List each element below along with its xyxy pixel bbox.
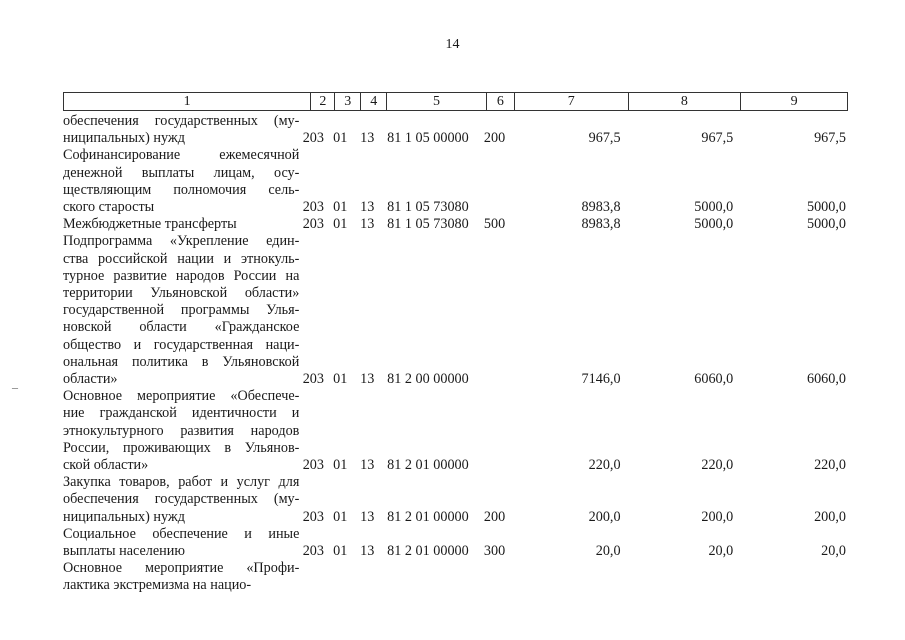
description-line: ской области» (63, 457, 149, 474)
table-row (63, 216, 848, 233)
description-line: территории Ульяновской области» (63, 285, 300, 302)
description-line: Основное мероприятие «Обеспече- (63, 388, 300, 405)
description-line: выплаты населению (63, 543, 185, 560)
cell-c2: 203 (302, 371, 324, 388)
cell-c2: 203 (302, 216, 324, 233)
description-line: ства российской нации и этнокуль- (63, 250, 300, 267)
header-col-6: 6 (487, 93, 515, 110)
row-description (63, 113, 299, 147)
cell-c3: 01 (333, 199, 348, 216)
cell-c6: 300 (483, 543, 506, 560)
cell-c5: 81 2 01 00000 (387, 457, 469, 474)
cell-c4: 13 (360, 216, 375, 233)
row-description (63, 147, 299, 216)
table-row (63, 560, 848, 594)
cell-c7: 200,0 (588, 508, 621, 525)
cell-c9: 5000,0 (806, 216, 846, 233)
cell-c6: 200 (483, 508, 506, 525)
cell-c5: 81 2 00 00000 (387, 371, 469, 388)
header-col-8: 8 (629, 93, 742, 110)
row-description (63, 233, 299, 388)
cell-c9: 20,0 (821, 543, 846, 560)
cell-c8: 20,0 (708, 543, 734, 560)
description-line: Подпрограмма «Укрепление един- (63, 233, 300, 250)
cell-c7: 8983,8 (581, 199, 621, 216)
cell-c8: 220,0 (701, 457, 734, 474)
row-description (63, 216, 299, 233)
cell-c4: 13 (360, 543, 375, 560)
row-description (63, 526, 299, 560)
cell-c3: 01 (333, 543, 348, 560)
header-col-7: 7 (515, 93, 629, 110)
description-line: Софинансирование ежемесячной (63, 147, 300, 164)
header-col-4: 4 (361, 93, 387, 110)
cell-c6: 500 (483, 216, 506, 233)
cell-c5: 81 1 05 00000 (387, 130, 469, 147)
description-line: общество и государственная наци- (63, 336, 300, 353)
cell-c8: 5000,0 (694, 216, 734, 233)
header-col-3: 3 (335, 93, 361, 110)
cell-c5: 81 2 01 00000 (387, 543, 469, 560)
description-line: ществляющим полномочия сель- (63, 181, 300, 198)
table-body (63, 113, 848, 595)
description-line: ниципальных) нужд (63, 508, 185, 525)
cell-c9: 6060,0 (806, 371, 846, 388)
description-line: ского старосты (63, 199, 155, 216)
cell-c4: 13 (360, 199, 375, 216)
cell-c4: 13 (360, 371, 375, 388)
table-row (63, 388, 848, 474)
description-line: новской области «Гражданское (63, 319, 300, 336)
table-row (63, 474, 848, 526)
description-line: России, проживающих в Ульянов- (63, 439, 300, 456)
cell-c7: 967,5 (588, 130, 621, 147)
cell-c4: 13 (360, 130, 375, 147)
cell-c2: 203 (302, 543, 324, 560)
cell-c8: 967,5 (701, 130, 734, 147)
description-line: ние гражданской идентичности и (63, 405, 300, 422)
description-line: Закупка товаров, работ и услуг для (63, 474, 300, 491)
description-line: турное развитие народов России на (63, 267, 300, 284)
description-line: Социальное обеспечение и иные (63, 525, 300, 542)
cell-c3: 01 (333, 216, 348, 233)
cell-c9: 967,5 (814, 130, 846, 147)
cell-c7: 20,0 (595, 543, 621, 560)
description-line: обеспечения государственных (му- (63, 491, 300, 508)
cell-c7: 8983,8 (581, 216, 621, 233)
description-line: этнокультурного развития народов (63, 422, 300, 439)
header-col-9: 9 (790, 94, 798, 109)
cell-c5: 81 1 05 73080 (387, 216, 469, 233)
table-header (63, 92, 848, 111)
table-row (63, 233, 848, 388)
cell-c9: 220,0 (814, 457, 846, 474)
cell-c8: 6060,0 (694, 371, 734, 388)
description-line: ниципальных) нужд (63, 130, 185, 147)
row-description (63, 560, 299, 594)
cell-c5: 81 2 01 00000 (387, 508, 469, 525)
table-row (63, 113, 848, 147)
header-col-5: 5 (387, 93, 487, 110)
header-col-1: 1 (64, 93, 311, 110)
description-line: государственной программы Улья- (63, 302, 300, 319)
description-line: Межбюджетные трансферты (63, 216, 237, 233)
row-description (63, 388, 299, 474)
page-number: 14 (445, 37, 460, 52)
description-line: обеспечения государственных (му- (63, 113, 300, 129)
cell-c4: 13 (360, 508, 375, 525)
description-line: Основное мероприятие «Профи- (63, 560, 300, 577)
cell-c8: 5000,0 (694, 199, 734, 216)
cell-c3: 01 (333, 130, 348, 147)
cell-c7: 7146,0 (581, 371, 621, 388)
row-description (63, 474, 299, 526)
cell-c4: 13 (360, 457, 375, 474)
cell-c7: 220,0 (588, 457, 621, 474)
cell-c5: 81 1 05 73080 (387, 199, 469, 216)
table-row (63, 147, 848, 216)
cell-c6: 200 (483, 130, 506, 147)
cell-c2: 203 (302, 199, 324, 216)
cell-c9: 5000,0 (806, 199, 846, 216)
cell-c9: 200,0 (814, 508, 846, 525)
margin-dash-left: – (12, 380, 18, 394)
description-line: ональная политика в Ульяновской (63, 353, 300, 370)
description-line: денежной выплаты лицам, осу- (63, 164, 300, 181)
cell-c2: 203 (302, 508, 324, 525)
header-col-2: 2 (311, 93, 335, 110)
cell-c2: 203 (302, 130, 324, 147)
description-line: лактика экстремизма на нацио- (63, 577, 252, 594)
cell-c8: 200,0 (701, 508, 734, 525)
cell-c3: 01 (333, 371, 348, 388)
cell-c2: 203 (302, 457, 324, 474)
table-row (63, 526, 848, 560)
cell-c3: 01 (333, 457, 348, 474)
cell-c3: 01 (333, 508, 348, 525)
description-line: области» (63, 371, 118, 388)
